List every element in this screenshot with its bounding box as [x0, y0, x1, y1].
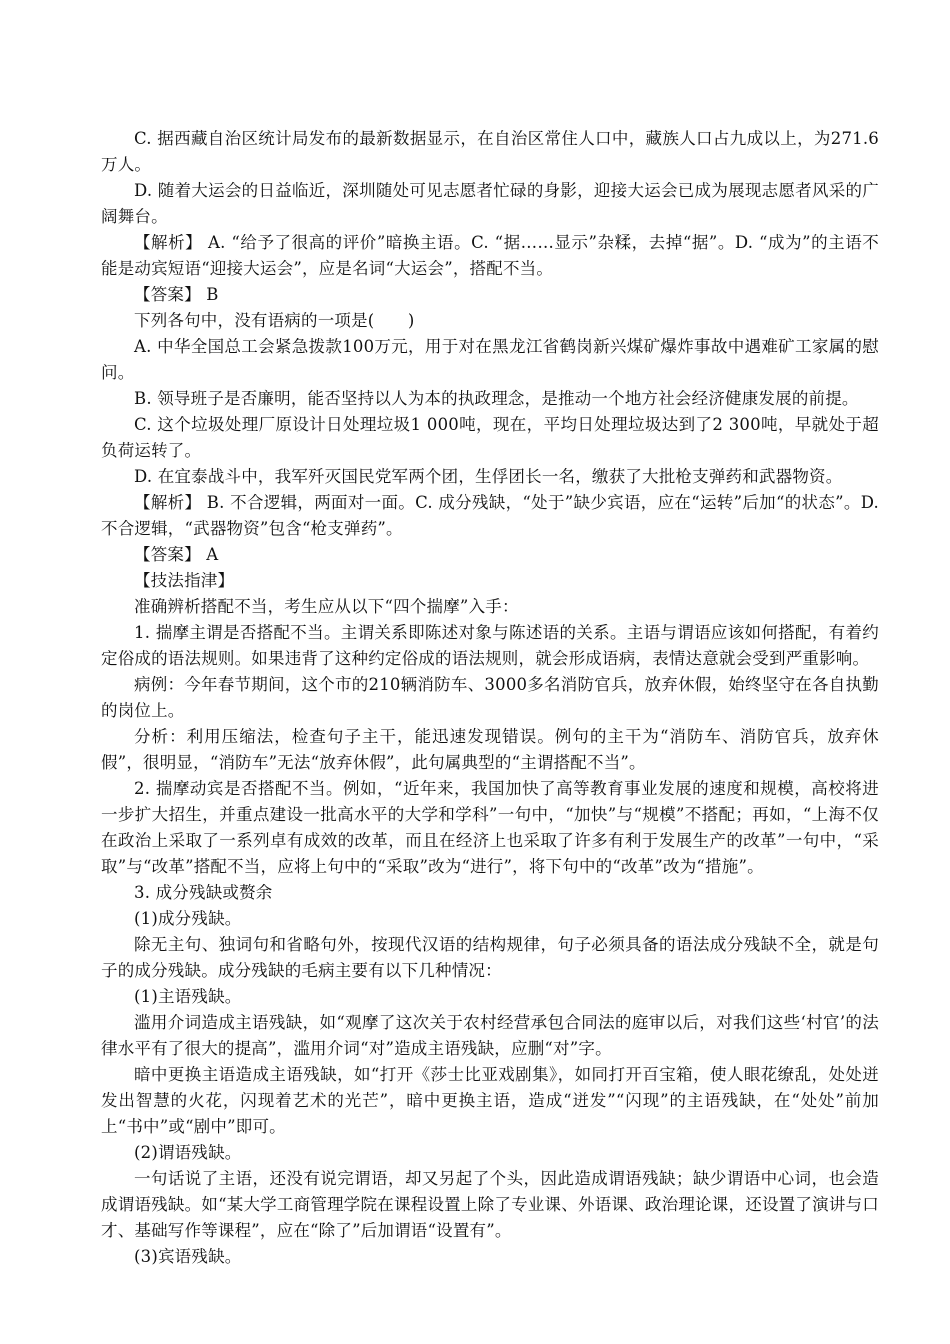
- paragraph: 分析：利用压缩法，检查句子主干，能迅速发现错误。例句的主干为“消防车、消防官兵，放弃休假”，很明显，“消防车”无法“放弃休假”，此句属典型的“主谓搭配不当”。: [101, 727, 879, 772]
- document-page: [101, 126, 879, 1270]
- subsection-heading: (3)宾语残缺。: [134, 1247, 242, 1266]
- analysis-paragraph: 【解析】 B. 不合逻辑，两面对一面。C. 成分残缺，“处于”缺少宾语，应在“运转”后加“的状态”。D. 不合逻辑，“武器物资”包含“枪支弹药”。: [101, 493, 879, 538]
- question-stem: 下列各句中，没有语病的一项是( ): [134, 311, 415, 330]
- section-heading: 【技法指津】: [134, 571, 235, 590]
- paragraph: 1. 揣摩主谓是否搭配不当。主谓关系即陈述对象与陈述语的关系。主语与谓语应该如何搭配，有着约定俗成的语法规则。如果违背了这种约定俗成的语法规则，就会形成语病，表情达意就会受到严重影响。: [101, 623, 879, 668]
- paragraph: D. 随着大运会的日益临近，深圳随处可见志愿者忙碌的身影，迎接大运会已成为展现志愿者风采的广阔舞台。: [101, 181, 879, 226]
- paragraph: 暗中更换主语造成主语残缺，如“打开《莎士比亚戏剧集》，如同打开百宝箱，使人眼花缭乱，处处迸发出智慧的火花，闪现着艺术的光芒”，暗中更换主语，造成“迸发”“闪现”的主语残缺，在“处处”前加上“书中”或“剧中”即可。: [101, 1065, 879, 1136]
- paragraph: 病例：今年春节期间，这个市的210辆消防车、3000多名消防官兵，放弃休假，始终坚守在各自执勤的岗位上。: [101, 675, 879, 720]
- answer-paragraph: 【答案】 A: [134, 545, 219, 564]
- subsection-heading: (1)主语残缺。: [134, 987, 242, 1006]
- subsection-heading: (1)成分残缺。: [134, 909, 242, 928]
- paragraph: 滥用介词造成主语残缺，如“观摩了这次关于农村经营承包合同法的庭审以后，对我们这些‘村官’的法律水平有了很大的提高”，滥用介词“对”造成主语残缺，应删“对”字。: [101, 1013, 879, 1058]
- paragraph: 2. 揣摩动宾是否搭配不当。例如，“近年来，我国加快了高等教育事业发展的速度和规模，高校将进一步扩大招生，并重点建设一批高水平的大学和学科”一句中，“加快”与“规模”不搭配；再如，“上海不仅在政治上采取了一系列卓有成效的改革，而且在经济上也采取了许多有利于发展生产的改革”一句中，“采取”与“改革”搭配不当，应将上句中的“采取”改为“进行”，将下句中的“改革”改为“措施”。: [101, 779, 879, 876]
- paragraph: 准确辨析搭配不当，考生应从以下“四个揣摩”入手：: [134, 597, 519, 616]
- option-a: A. 中华全国总工会紧急拨款100万元，用于对在黑龙江省鹤岗新兴煤矿爆炸事故中遇难矿工家属的慰问。: [101, 337, 879, 382]
- subsection-heading: 3. 成分残缺或赘余: [134, 883, 273, 902]
- option-d: D. 在宜泰战斗中，我军歼灭国民党军两个团，生俘团长一名，缴获了大批枪支弹药和武器物资。: [134, 467, 843, 486]
- subsection-heading: (2)谓语残缺。: [134, 1143, 242, 1162]
- option-b: B. 领导班子是否廉明，能否坚持以人为本的执政理念，是推动一个地方社会经济健康发展的前提。: [134, 389, 859, 408]
- paragraph: 除无主句、独词句和省略句外，按现代汉语的结构规律，句子必须具备的语法成分残缺不全，就是句子的成分残缺。成分残缺的毛病主要有以下几种情况：: [101, 935, 879, 980]
- answer-paragraph: 【答案】 B: [134, 285, 219, 304]
- paragraph: 一句话说了主语，还没有说完谓语，却又另起了个头，因此造成谓语残缺；缺少谓语中心词，也会造成谓语残缺。如“某大学工商管理学院在课程设置上除了专业课、外语课、政治理论课，还设置了演讲与口才、基础写作等课程”，应在“除了”后加谓语“设置有”。: [101, 1169, 879, 1240]
- paragraph: C. 据西藏自治区统计局发布的最新数据显示，在自治区常住人口中，藏族人口占九成以上，为271.6万人。: [101, 129, 879, 174]
- analysis-paragraph: 【解析】 A. “给予了很高的评价”暗换主语。C. “据……显示”杂糅，去掉“据”。D. “成为”的主语不能是动宾短语“迎接大运会”，应是名词“大运会”，搭配不当。: [101, 233, 879, 278]
- option-c: C. 这个垃圾处理厂原设计日处理垃圾1 000吨，现在，平均日处理垃圾达到了2 300吨，早就处于超负荷运转了。: [101, 415, 879, 460]
